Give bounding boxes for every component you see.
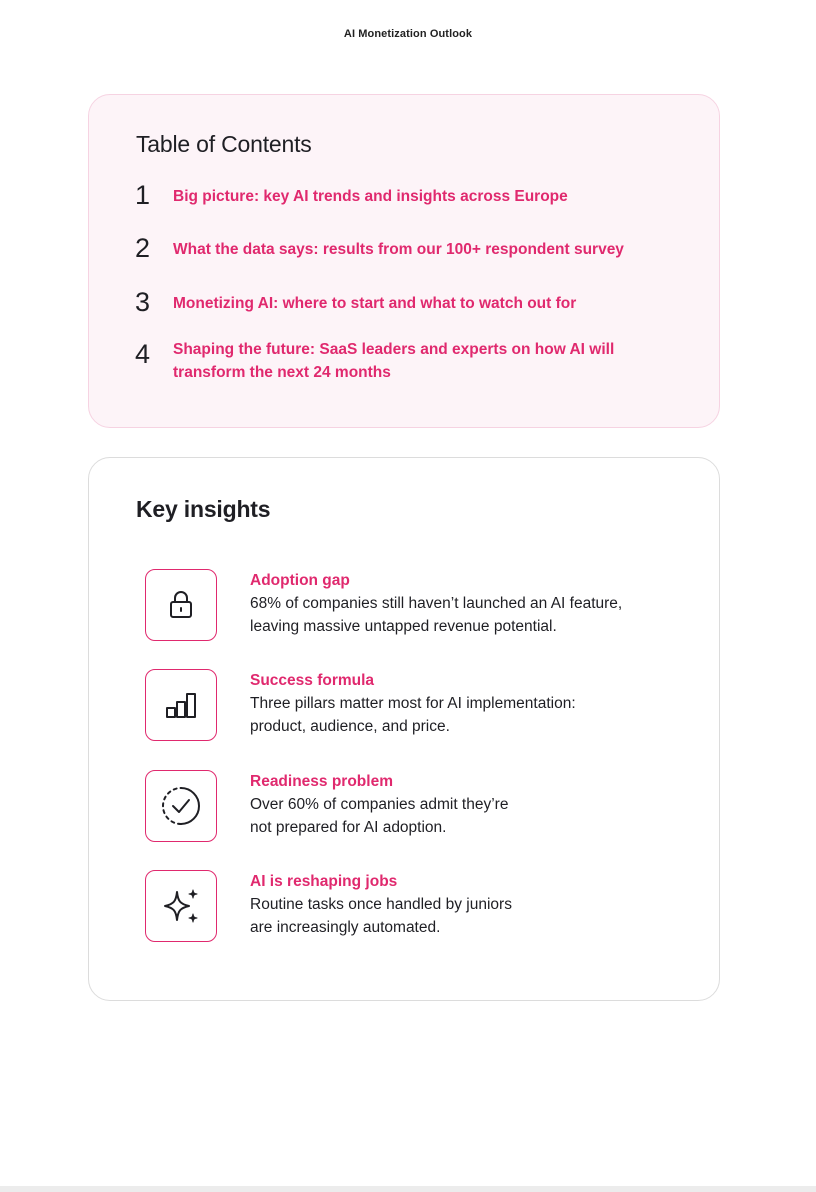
- insight-item: [145, 870, 685, 942]
- insight-body-line: Routine tasks once handled by juniors: [250, 896, 512, 913]
- toc-item-link[interactable]: Shaping the future: SaaS leaders and experts on how AI will transform the next 24 months: [173, 341, 615, 381]
- insights-title: Key insights: [136, 496, 271, 522]
- page-header-title: AI Monetization Outlook: [343, 28, 473, 40]
- insight-body-line: Over 60% of companies admit they’re: [250, 796, 509, 813]
- page-bottom-divider: [0, 1186, 816, 1192]
- toc-item-link[interactable]: Big picture: key AI trends and insights across Europe: [173, 188, 568, 205]
- toc-title: Table of Contents: [136, 131, 312, 157]
- insight-body-line: product, audience, and price.: [250, 718, 450, 735]
- insight-body-line: not prepared for AI adoption.: [250, 819, 447, 836]
- insight-item: [145, 569, 685, 641]
- insight-item: [145, 669, 685, 741]
- insight-heading: AI is reshaping jobs: [250, 873, 398, 890]
- toc-item-link[interactable]: Monetizing AI: where to start and what to watch out for: [173, 295, 577, 312]
- insight-body-line: Three pillars matter most for AI implementation:: [250, 695, 576, 712]
- toc-item-number: 4: [135, 339, 151, 369]
- bar-chart-icon: [145, 669, 217, 741]
- insight-heading: Adoption gap: [250, 572, 350, 589]
- sparkles-icon: [145, 870, 217, 942]
- insight-heading: Success formula: [250, 672, 375, 689]
- insight-body-line: leaving massive untapped revenue potential.: [250, 618, 557, 635]
- insight-body-line: are increasingly automated.: [250, 919, 441, 936]
- toc-item-number: 3: [135, 287, 151, 317]
- lock-icon: [145, 569, 217, 641]
- dashed-check-circle-icon: [145, 770, 217, 842]
- insight-body-line: 68% of companies still haven’t launched an AI feature,: [250, 595, 623, 612]
- insight-heading: Readiness problem: [250, 773, 393, 790]
- toc-item-number: 2: [135, 233, 151, 263]
- toc-item-link[interactable]: What the data says: results from our 100+ respondent survey: [173, 241, 624, 258]
- table-of-contents-card: [88, 94, 720, 428]
- key-insights-card: [88, 457, 720, 1001]
- insight-item: [145, 770, 685, 842]
- toc-item-number: 1: [135, 180, 151, 210]
